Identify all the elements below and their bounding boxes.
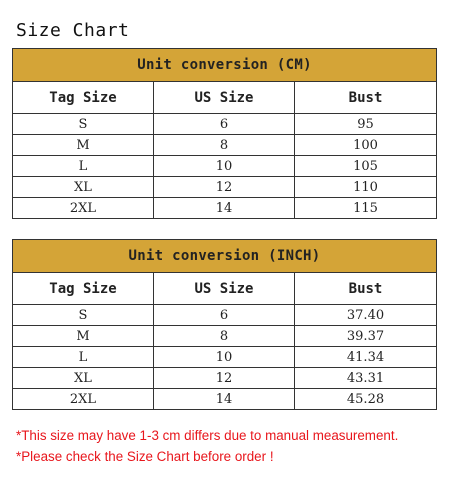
- table-cell: S: [13, 114, 154, 135]
- table-cell: 14: [154, 389, 295, 410]
- table-cell: 95: [295, 114, 437, 135]
- table-caption: Unit conversion (CM): [13, 49, 437, 82]
- header-row: [13, 82, 437, 114]
- size-table-inch: [12, 239, 437, 410]
- table-cell: M: [13, 326, 154, 347]
- table-cell: 37.40: [295, 305, 437, 326]
- table-cell: 10: [154, 156, 295, 177]
- table-cell: 8: [154, 135, 295, 156]
- header-row: [13, 273, 437, 305]
- table-row: [13, 326, 437, 347]
- table-cell: S: [13, 305, 154, 326]
- table-cell: 110: [295, 177, 437, 198]
- table-cell: 39.37: [295, 326, 437, 347]
- table-cell: 2XL: [13, 389, 154, 410]
- table-cell: 43.31: [295, 368, 437, 389]
- table-caption: Unit conversion (INCH): [13, 240, 437, 273]
- table-row: [13, 305, 437, 326]
- table-row: [13, 368, 437, 389]
- table-cell: 10: [154, 347, 295, 368]
- table-cell: 45.28: [295, 389, 437, 410]
- size-table-cm: [12, 48, 437, 219]
- table-cell: 100: [295, 135, 437, 156]
- table-cell: 12: [154, 177, 295, 198]
- table-cell: 6: [154, 305, 295, 326]
- table-row: [13, 347, 437, 368]
- column-header-bust: Bust: [295, 273, 437, 305]
- table-cell: 41.34: [295, 347, 437, 368]
- caption-row: [13, 49, 437, 82]
- table-cell: 2XL: [13, 198, 154, 219]
- column-header-bust: Bust: [295, 82, 437, 114]
- table-cell: 12: [154, 368, 295, 389]
- table-cell: 14: [154, 198, 295, 219]
- table-cell: 105: [295, 156, 437, 177]
- table-row: [13, 177, 437, 198]
- column-header-tag-size: Tag Size: [13, 82, 154, 114]
- table-row: [13, 156, 437, 177]
- table-row: [13, 135, 437, 156]
- page-title: Size Chart: [16, 20, 130, 41]
- column-header-us-size: US Size: [154, 82, 295, 114]
- caption-row: [13, 240, 437, 273]
- column-header-tag-size: Tag Size: [13, 273, 154, 305]
- table-cell: 6: [154, 114, 295, 135]
- column-header-us-size: US Size: [154, 273, 295, 305]
- table-cell: M: [13, 135, 154, 156]
- table-row: [13, 389, 437, 410]
- table-cell: L: [13, 347, 154, 368]
- table-row: [13, 114, 437, 135]
- measurement-note: *This size may have 1-3 cm differs due to manual measurement.: [16, 428, 399, 443]
- check-size-note: *Please check the Size Chart before order !: [16, 449, 274, 464]
- table-cell: L: [13, 156, 154, 177]
- table-cell: 8: [154, 326, 295, 347]
- table-cell: XL: [13, 177, 154, 198]
- table-cell: 115: [295, 198, 437, 219]
- table-row: [13, 198, 437, 219]
- table-cell: XL: [13, 368, 154, 389]
